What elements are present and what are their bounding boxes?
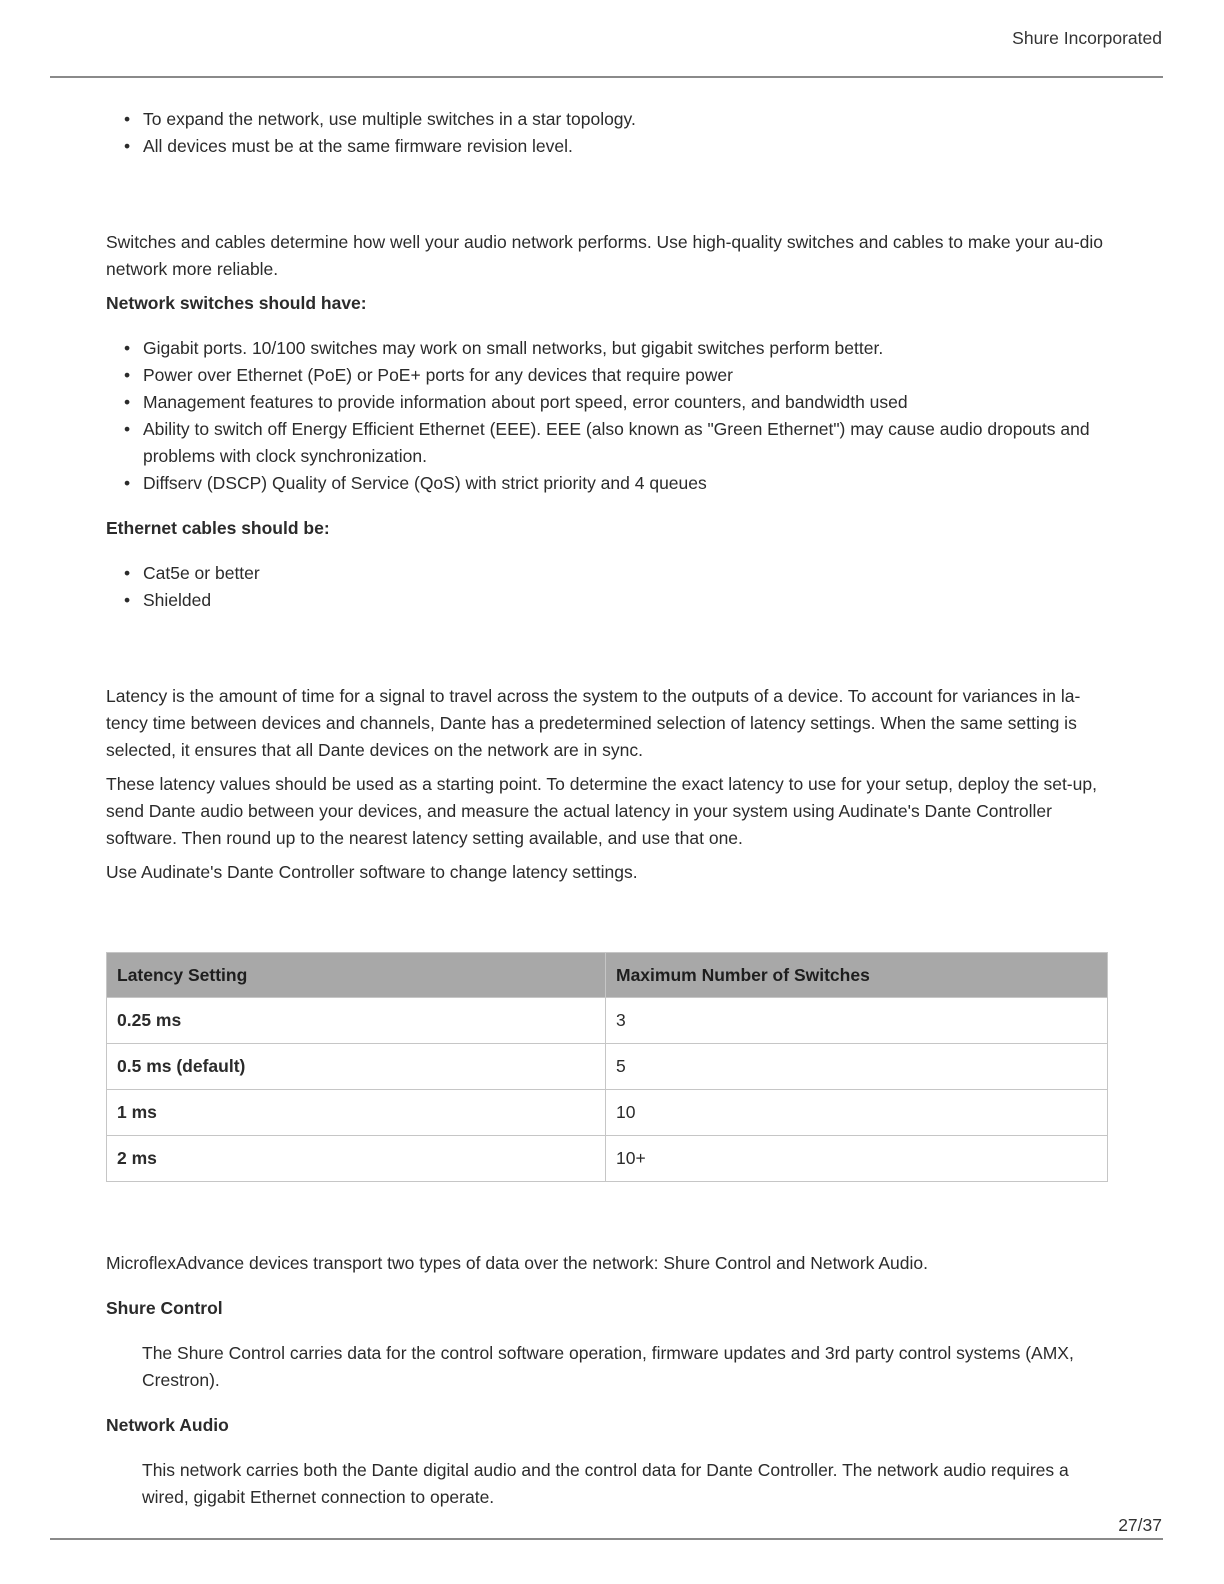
network-audio-text: This network carries both the Dante digital audio and the control data for Dante Controller. The network audio requires a wired, gigabit Ethernet connection to operate.	[142, 1460, 1069, 1507]
table-row	[107, 1044, 1108, 1090]
max-switches-cell: 10	[606, 1090, 1108, 1136]
latency-setting-cell: 2 ms	[107, 1136, 606, 1182]
list-item: • Power over Ethernet (PoE) or PoE+ ports for any devices that require power	[143, 362, 1108, 389]
max-switches-cell: 10+	[606, 1136, 1108, 1182]
intro-bullet-list	[106, 106, 1108, 160]
max-switches-cell: 5	[606, 1044, 1108, 1090]
column-header-max-switches: Maximum Number of Switches	[606, 953, 1108, 998]
list-item: • Gigabit ports. 10/100 switches may work on small networks, but gigabit switches perform better.	[143, 335, 1108, 362]
latency-table	[106, 952, 1108, 1182]
page-content	[106, 106, 1108, 1511]
table-header-row	[107, 953, 1108, 998]
table-row	[107, 998, 1108, 1044]
column-header-latency-setting: Latency Setting	[107, 953, 606, 998]
data-types-intro: MicroflexAdvance devices transport two types of data over the network: Shure Control and Network Audio.	[106, 1253, 928, 1273]
max-switches-cell: 3	[606, 998, 1108, 1044]
latency-paragraph-1: Latency is the amount of time for a signal to travel across the system to the outputs of a device. To account for variances in la-tency time between devices and channels, Dante has a predetermined selection of latency settings. When the same setting is selected, it ensures that all Dante devices on the network are in sync.	[106, 686, 1081, 760]
network-audio-heading: Network Audio	[106, 1415, 229, 1435]
cable-requirements-list	[106, 560, 1108, 614]
latency-setting-cell: 1 ms	[107, 1090, 606, 1136]
list-item: • Ability to switch off Energy Efficient Ethernet (EEE). EEE (also known as "Green Ethernet") may cause audio dropouts and problems with clock synchronization.	[143, 416, 1108, 470]
list-item: • Diffserv (DSCP) Quality of Service (QoS) with strict priority and 4 queues	[143, 470, 1108, 497]
latency-paragraph-3: Use Audinate's Dante Controller software to change latency settings.	[106, 862, 638, 882]
page-number: 27/37	[1118, 1515, 1162, 1535]
footer-rule	[50, 1538, 1163, 1540]
switches-intro: Switches and cables determine how well your audio network performs. Use high-quality switches and cables to make your au-dio network more reliable.	[106, 232, 1104, 279]
list-item: • Management features to provide information about port speed, error counters, and bandwidth used	[143, 389, 1108, 416]
list-item: • Shielded	[143, 587, 1108, 614]
shure-control-text: The Shure Control carries data for the control software operation, firmware updates and 3rd party control systems (AMX, Crestron).	[142, 1343, 1074, 1390]
latency-paragraph-2: These latency values should be used as a starting point. To determine the exact latency to use for your setup, deploy the set-up, send Dante audio between your devices, and measure the actual latency in your system using Audinate's Dante Controller software. Then round up to the nearest latency setting available, and use that one.	[106, 774, 1097, 848]
header-rule	[50, 76, 1163, 78]
latency-setting-cell: 0.25 ms	[107, 998, 606, 1044]
header-brand: Shure Incorporated	[1012, 28, 1162, 48]
table-row	[107, 1090, 1108, 1136]
switch-requirements-list	[106, 335, 1108, 497]
table-row	[107, 1136, 1108, 1182]
shure-control-heading: Shure Control	[106, 1298, 223, 1318]
list-item: • All devices must be at the same firmware revision level.	[143, 133, 1108, 160]
list-item: • Cat5e or better	[143, 560, 1108, 587]
latency-setting-cell: 0.5 ms (default)	[107, 1044, 606, 1090]
list-item: • To expand the network, use multiple switches in a star topology.	[143, 106, 1108, 133]
switches-heading: Network switches should have:	[106, 293, 367, 313]
cables-heading: Ethernet cables should be:	[106, 518, 330, 538]
